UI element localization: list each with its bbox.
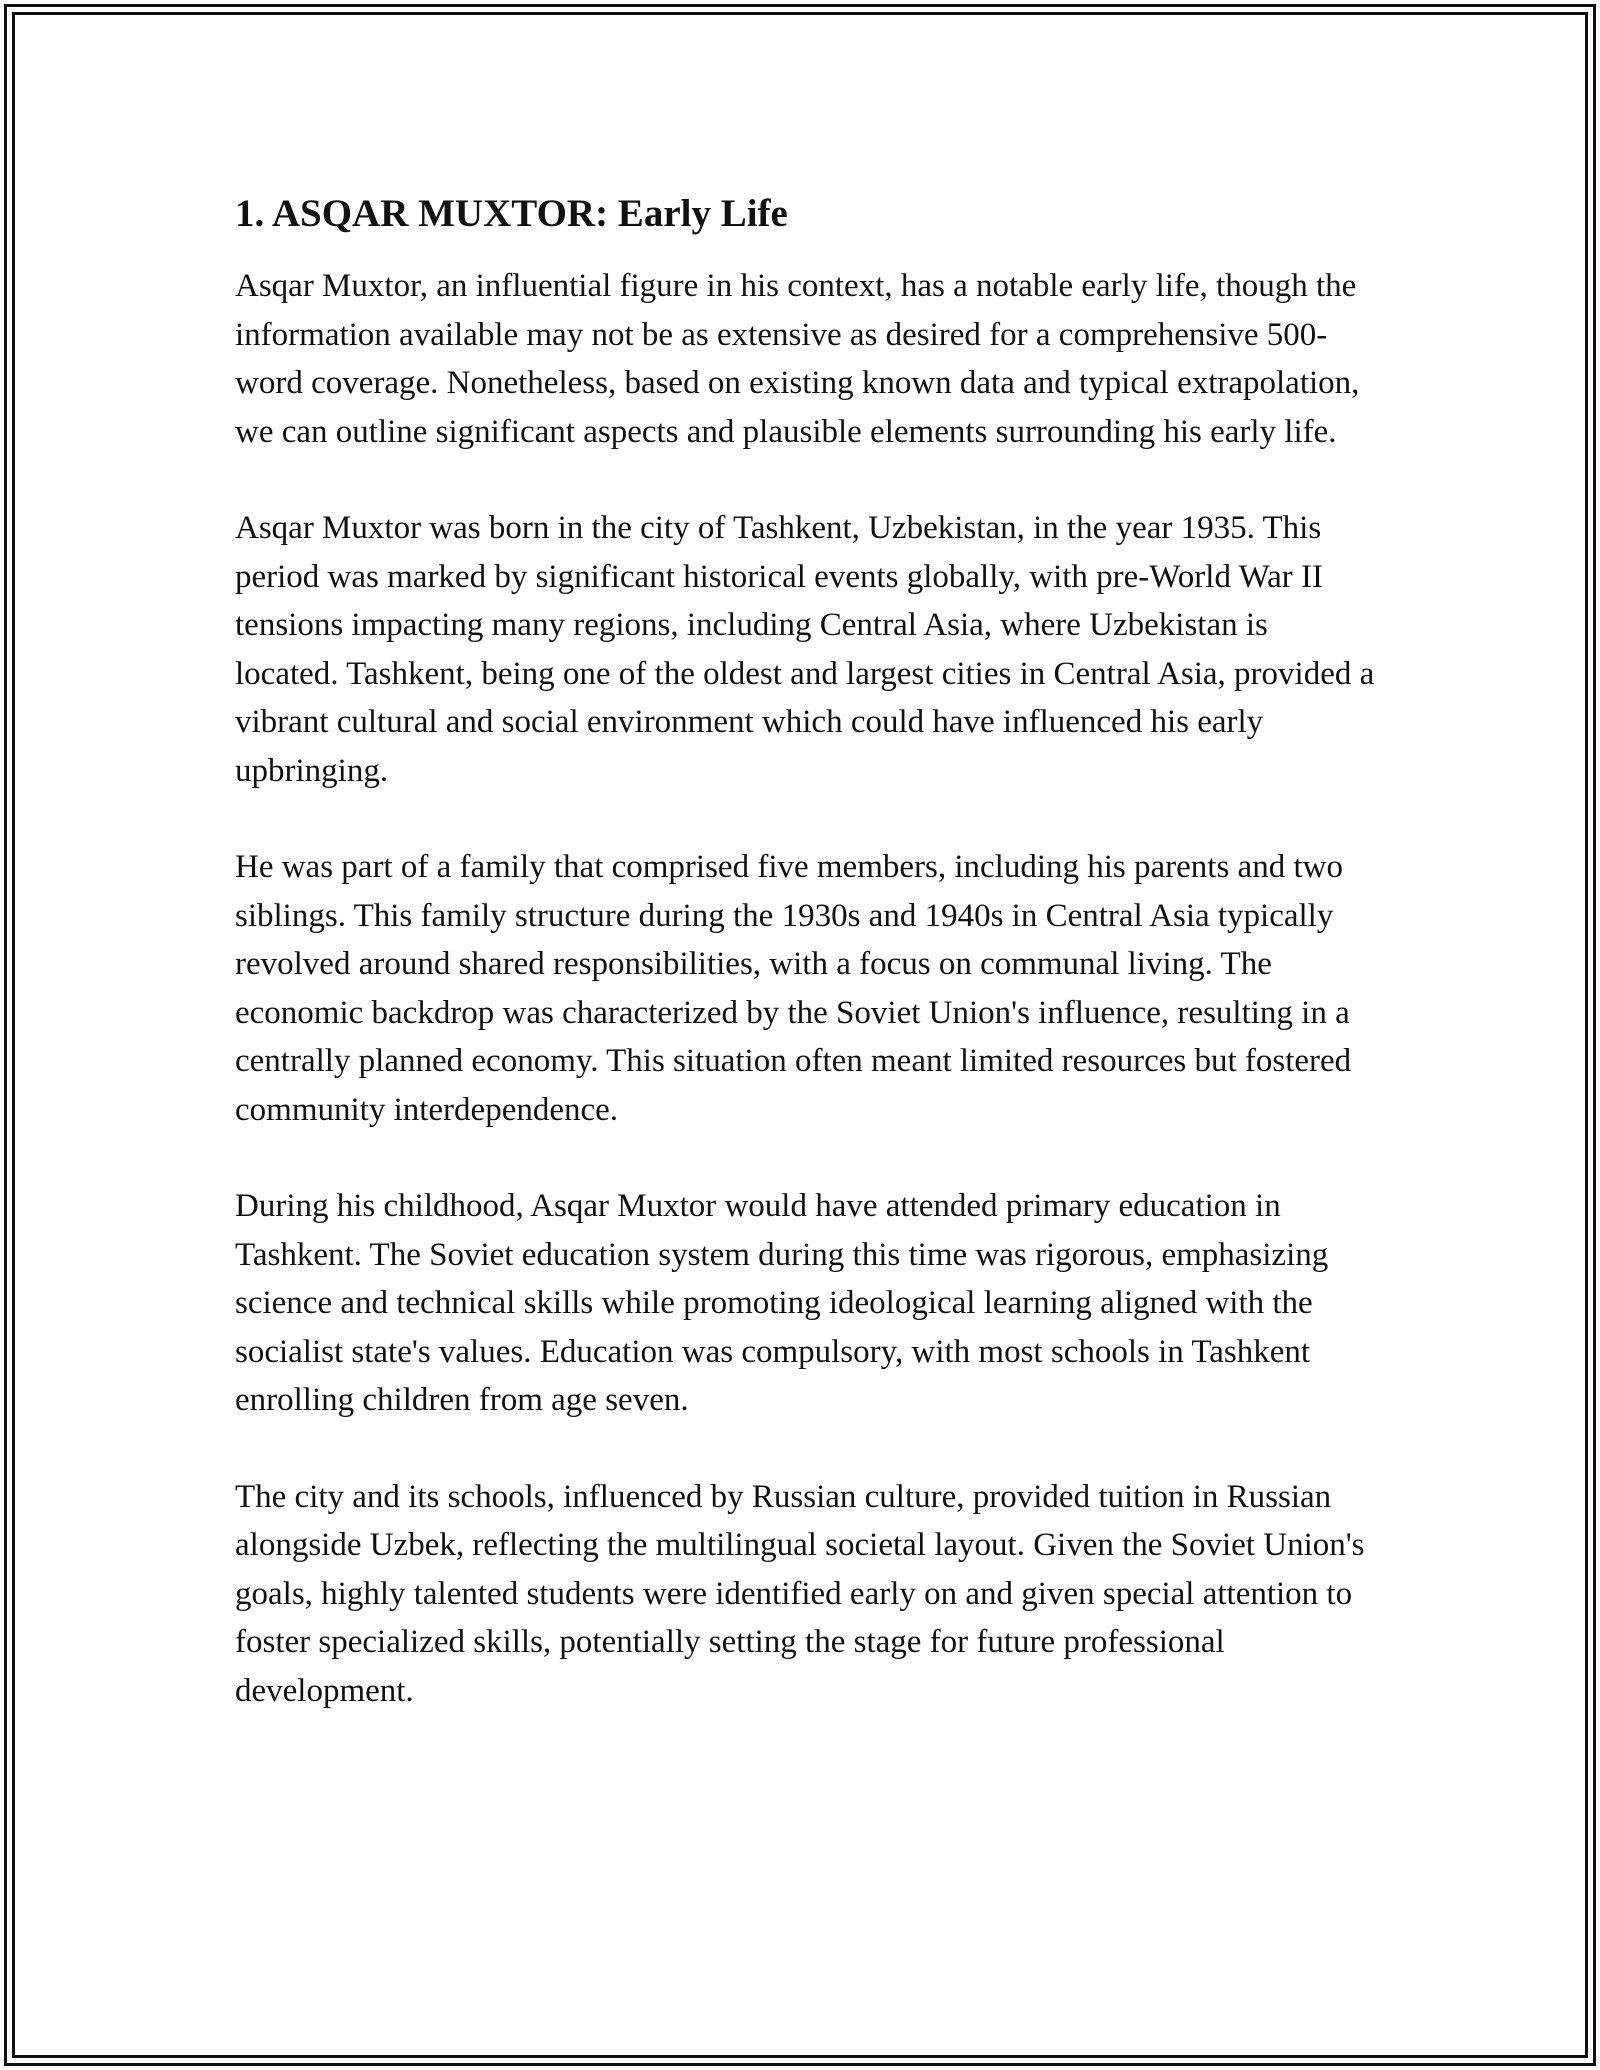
paragraph-education: During his childhood, Asqar Muxtor would have attended primary education in Tashkent. The Soviet education system during this time was rigorous, emphasizing science and technical skills while promoting ideological learning aligned with the socialist state's values. Education was compulsory, with most schools in Tashkent enrolling children from age seven. <box>235 1188 1329 1418</box>
document-body <box>235 186 1375 1763</box>
paragraph-birth: Asqar Muxtor was born in the city of Tashkent, Uzbekistan, in the year 1935. This period was marked by significant historical events globally, with pre-World War II tensions impacting many regions, including Central Asia, where Uzbekistan is located. Tashkent, being one of the oldest and largest cities in Central Asia, provided a vibrant cultural and social environment which could have influenced his early upbringing. <box>235 510 1375 789</box>
paragraph-schools: The city and its schools, influenced by Russian culture, provided tuition in Russian alongside Uzbek, reflecting the multilingual societal layout. Given the Soviet Union's goals, highly talented students were identified early on and given special attention to foster specialized skills, potentially setting the stage for future professional development. <box>235 1478 1365 1709</box>
section-heading: 1. ASQAR MUXTOR: Early Life <box>235 192 788 235</box>
paragraph-intro: Asqar Muxtor, an influential figure in his context, has a notable early life, though the information available may not be as extensive as desired for a comprehensive 500-word coverage. Nonetheless, based on existing known data and typical extrapolation, we can outline significant aspects and plausible elements surrounding his early life. <box>235 268 1360 450</box>
paragraph-family: He was part of a family that comprised five members, including his parents and two siblings. This family structure during the 1930s and 1940s in Central Asia typically revolved around shared responsibilities, with a focus on communal living. The economic backdrop was characterized by the Soviet Union's influence, resulting in a centrally planned economy. This situation often meant limited resources but fostered community interdependence. <box>235 849 1352 1128</box>
